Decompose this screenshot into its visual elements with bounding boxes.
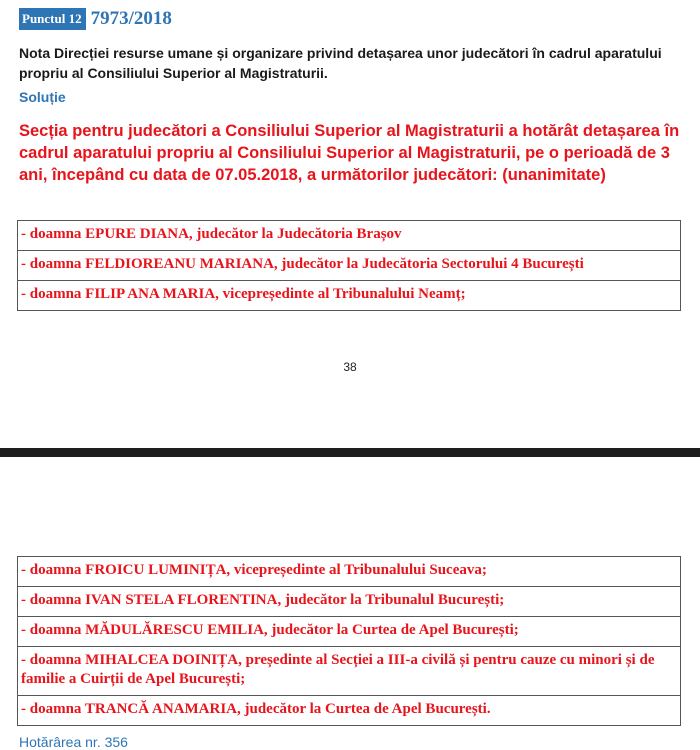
table-row <box>18 221 681 251</box>
table-row <box>18 557 681 587</box>
judge-entry: - doamna FELDIOREANU MARIANA, judecător la Judecătoria Sectorului 4 București <box>18 251 681 281</box>
table-row <box>18 696 681 726</box>
judges-table-page-2 <box>17 556 681 726</box>
table-row <box>18 647 681 696</box>
punct-badge: Punctul 12 <box>19 8 86 30</box>
solution-heading: Soluție <box>19 89 66 105</box>
judge-entry: - doamna TRANCĂ ANAMARIA, judecător la Curtea de Apel București. <box>18 696 681 726</box>
table-row <box>18 587 681 617</box>
judge-entry: - doamna MĂDULĂRESCU EMILIA, judecător la Curtea de Apel București; <box>18 617 681 647</box>
judge-entry: - doamna FILIP ANA MARIA, vicepreședinte al Tribunalului Neamț; <box>18 281 681 311</box>
page-break-divider <box>0 448 700 457</box>
table-row <box>18 617 681 647</box>
decision-text: Secția pentru judecători a Consiliului Superior al Magistraturii a hotărât detașarea în cadrul aparatului propriu al Consiliului Superior al Magistraturii, pe o perioadă de 3 ani, începând cu data de 07.05.2018, a următorilor judecători: (unanimitate) <box>19 122 680 184</box>
table-row <box>18 251 681 281</box>
judge-entry: - doamna MIHALCEA DOINIȚA, președinte al Secției a III-a civilă și pentru cauze cu minori și de familie a Cuirții de Apel București; <box>18 647 681 696</box>
page-number: 38 <box>343 360 357 374</box>
table-row <box>18 281 681 311</box>
judge-entry: - doamna FROICU LUMINIȚA, vicepreședinte al Tribunalului Suceava; <box>18 557 681 587</box>
judge-entry: - doamna EPURE DIANA, judecător la Judecătoria Brașov <box>18 221 681 251</box>
decision-number-label: Hotărârea nr. 356 <box>19 734 128 750</box>
item-header <box>19 8 172 30</box>
judge-entry: - doamna IVAN STELA FLORENTINA, judecător la Tribunalul București; <box>18 587 681 617</box>
document-number: 7973/2018 <box>90 8 172 29</box>
judges-table-page-1 <box>17 220 681 311</box>
note-text: Nota Direcției resurse umane și organizare privind detașarea unor judecători în cadrul aparatului propriu al Consiliului Superior al Magistraturii. <box>19 45 662 81</box>
